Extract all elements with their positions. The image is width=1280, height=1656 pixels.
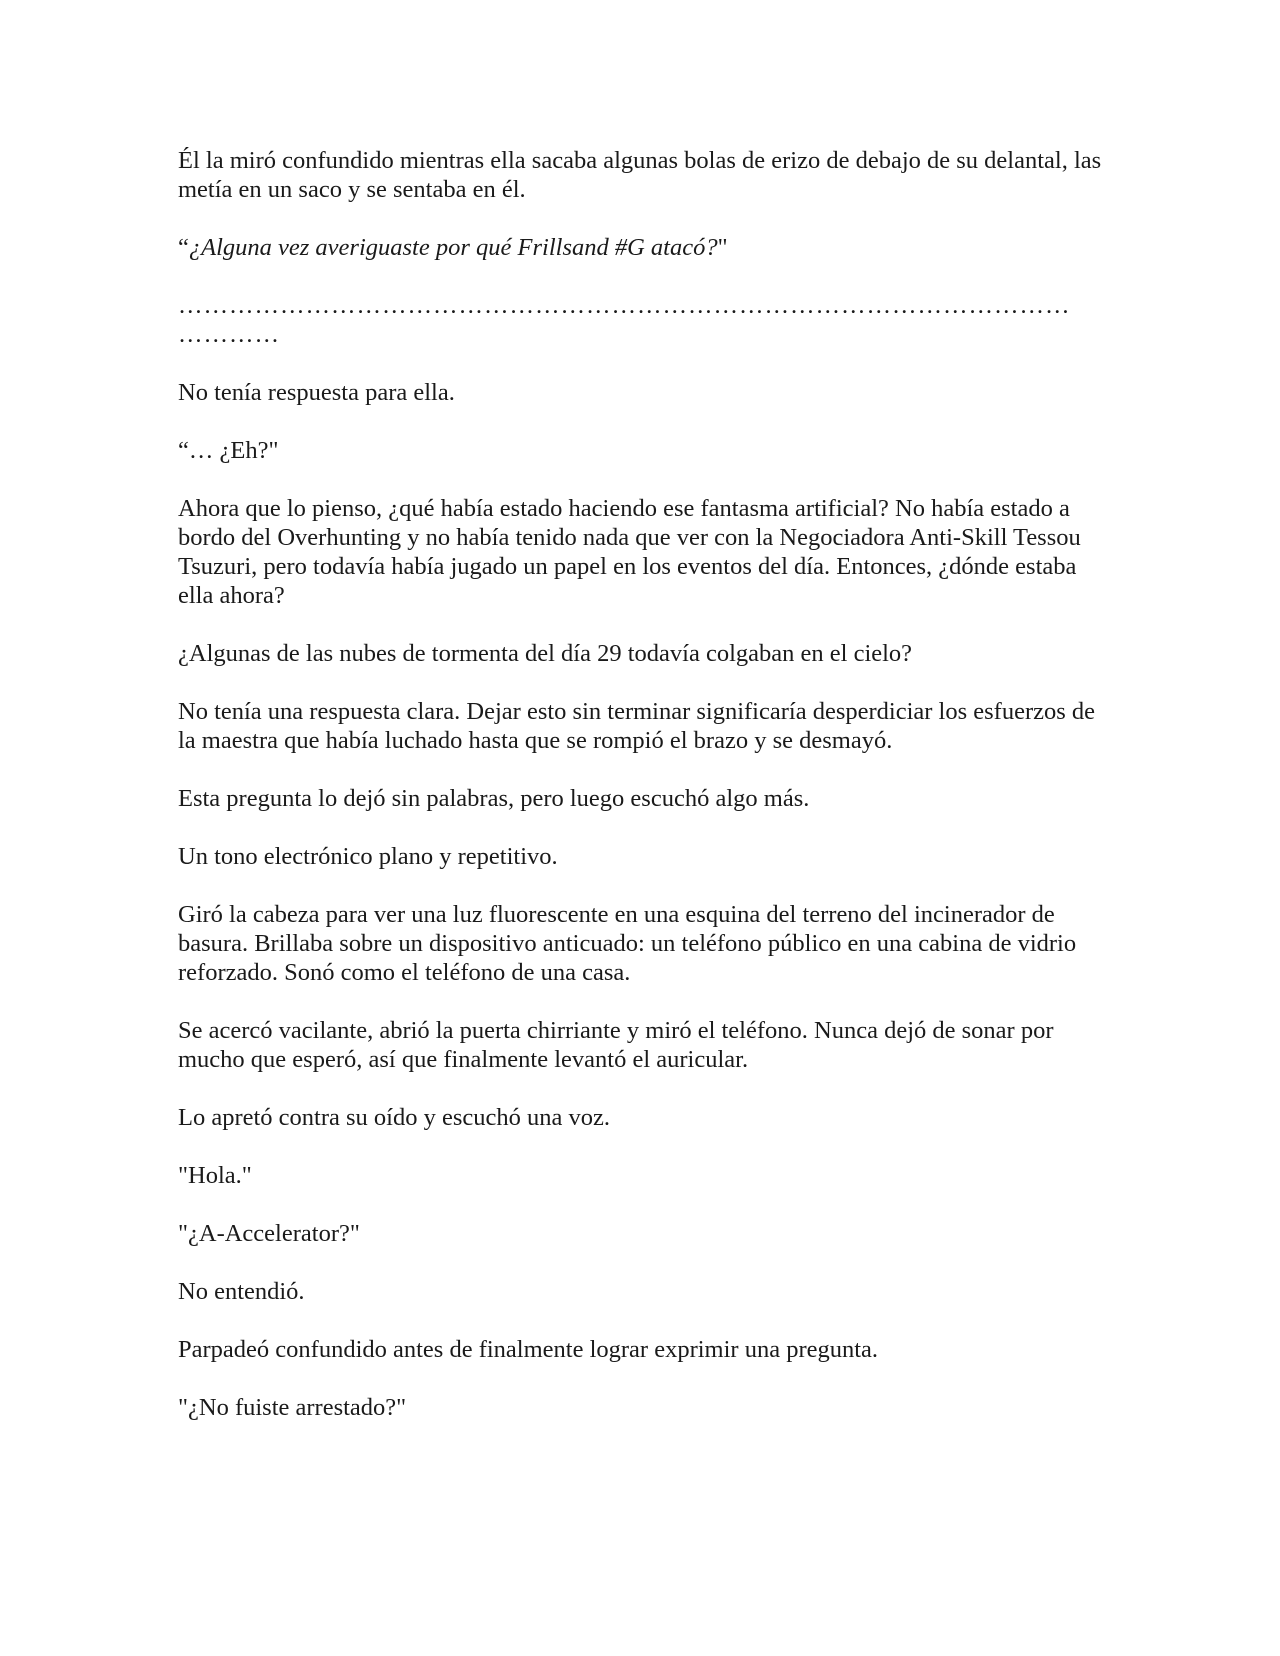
paragraph-4: “… ¿Eh?" — [178, 437, 279, 464]
paragraph-10: Giró la cabeza para ver una luz fluorescente en una esquina del terreno del incinerador de basura. Brillaba sobre un dispositivo anticuado: un teléfono público en una cabina de vidrio reforzado. Sonó como el teléfono de una casa. — [178, 901, 1077, 986]
quote-close-mark: " — [717, 234, 728, 261]
paragraph-6: ¿Algunas de las nubes de tormenta del día 29 todavía colgaban en el cielo? — [178, 640, 913, 667]
paragraph-15: No entendió. — [178, 1278, 305, 1305]
paragraph-8: Esta pregunta lo dejó sin palabras, pero luego escuchó algo más. — [178, 785, 810, 812]
paragraph-7: No tenía una respuesta clara. Dejar esto sin terminar significaría desperdiciar los esfuerzos de la maestra que había luchado hasta que se rompió el brazo y se desmayó. — [178, 698, 1096, 754]
ellipsis-line-2: ………… — [178, 321, 280, 348]
paragraph-16: Parpadeó confundido antes de finalmente lograr exprimir una pregunta. — [178, 1336, 879, 1363]
paragraph-1: Él la miró confundido mientras ella sacaba algunas bolas de erizo de debajo de su delantal, las metía en un saco y se sentaba en él. — [178, 147, 1102, 203]
paragraph-ellipsis — [178, 291, 1108, 349]
paragraph-9: Un tono electrónico plano y repetitivo. — [178, 843, 558, 870]
ellipsis-line-1: …………………………………………………………………………………………… — [178, 292, 1071, 319]
paragraph-quote — [178, 233, 1108, 262]
paragraph-11: Se acercó vacilante, abrió la puerta chirriante y miró el teléfono. Nunca dejó de sonar por mucho que esperó, así que finalmente levantó el auricular. — [178, 1017, 1054, 1073]
paragraph-3: No tenía respuesta para ella. — [178, 379, 455, 406]
paragraph-17: "¿No fuiste arrestado?" — [178, 1394, 407, 1421]
quote-open-mark: “ — [178, 234, 189, 261]
paragraph-14: "¿A-Accelerator?" — [178, 1220, 360, 1247]
quote-italic-text: ¿Alguna vez averiguaste por qué Frillsand #G atacó? — [188, 234, 718, 261]
text-column — [178, 146, 1108, 1451]
paragraph-5: Ahora que lo pienso, ¿qué había estado haciendo ese fantasma artificial? No había estado a bordo del Overhunting y no había tenido nada que ver con la Negociadora Anti-Skill Tessou Tsuzuri, pero todavía había jugado un papel en los eventos del día. Entonces, ¿dónde estaba ella ahora? — [178, 495, 1081, 609]
paragraph-12: Lo apretó contra su oído y escuchó una voz. — [178, 1104, 611, 1131]
paragraph-13: "Hola." — [178, 1162, 252, 1189]
